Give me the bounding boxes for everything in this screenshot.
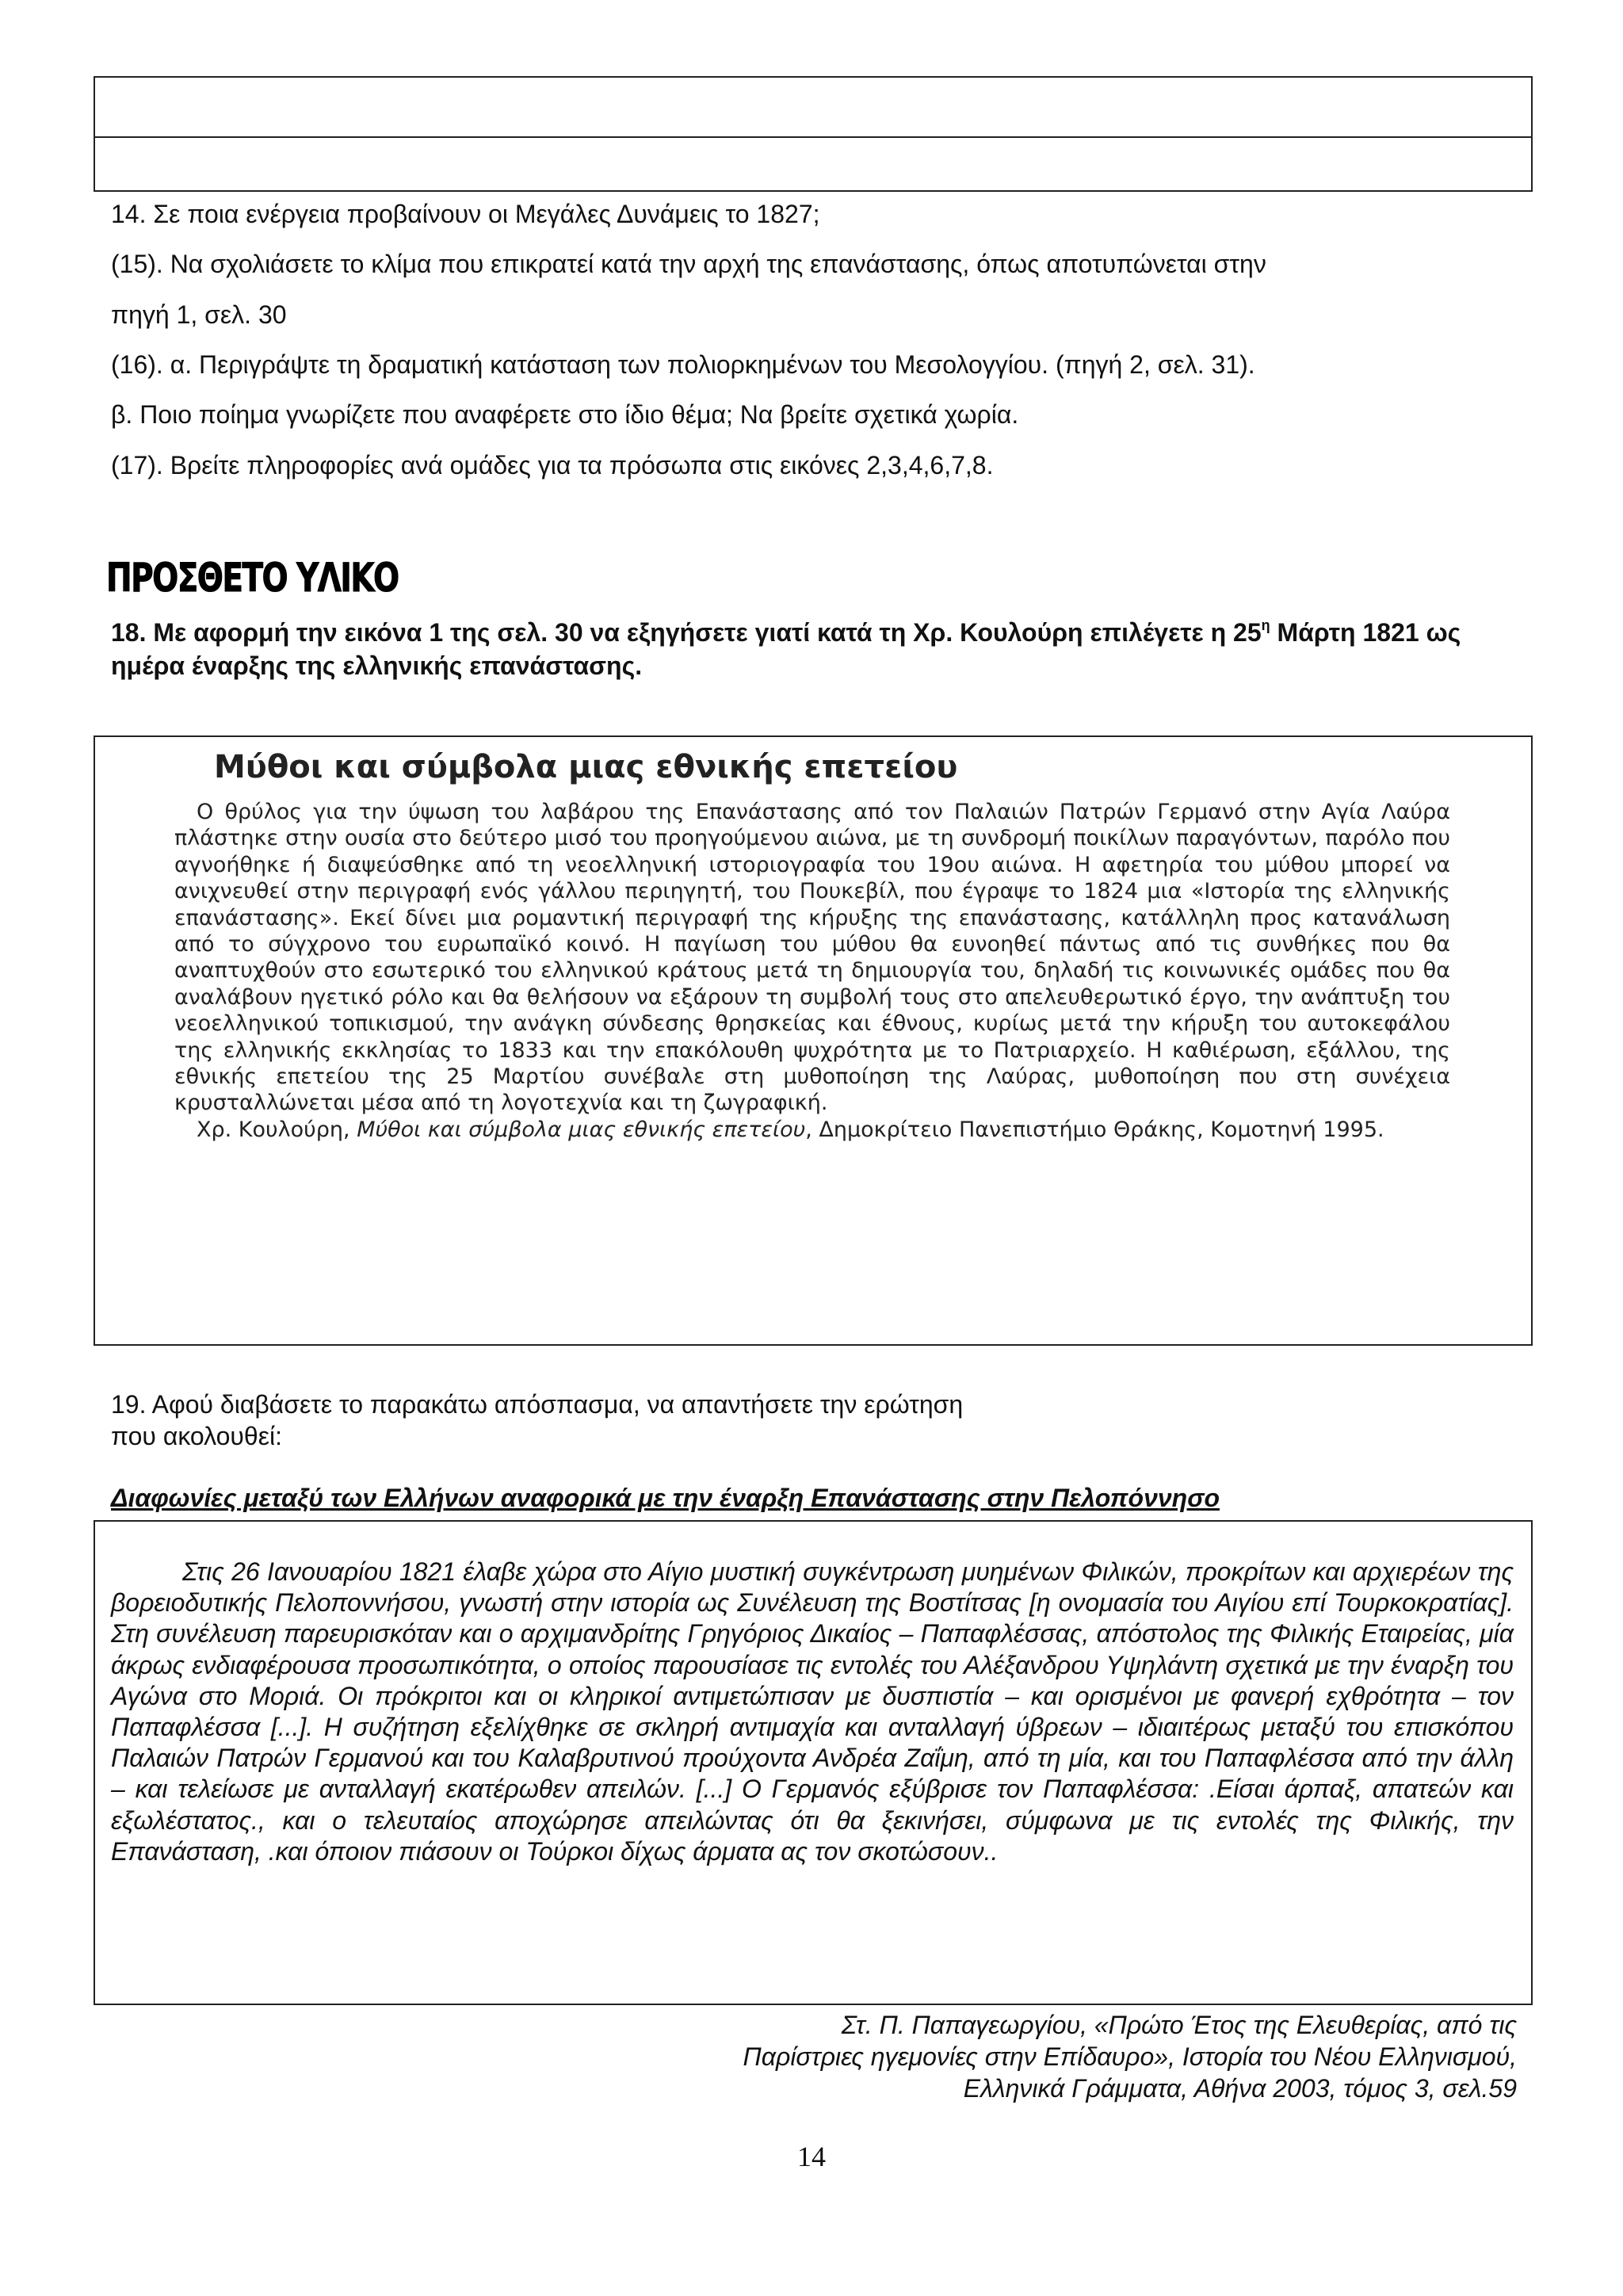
question-18 bbox=[111, 616, 1529, 682]
citation-title: Μύθοι και σύμβολα μιας εθνικής επετείου bbox=[357, 1117, 806, 1142]
excerpt-text bbox=[111, 1557, 1514, 1867]
page-number: 14 bbox=[797, 2141, 826, 2172]
scanned-excerpt-body: Ο θρύλος για την ύψωση του λαβάρου της Επανάστασης από τον Παλαιών Πατρών Γερμανό στην Αγία Λαύρα πλάστηκε στην ουσία στο δεύτερο μισό του προηγούμενου αιώνα, με τη συνδρομή ποικίλων παραγόντων, παρόλο που αγνοήθηκε ή διαψεύσθηκε από τη νεοελληνική ιστοριογραφία του 19ου αιώνα. Η αφετηρία του μύθου μπορεί να ανιχνευθεί στην περιγραφή ενός γάλλου περιηγητή, του Πουκεβίλ, που έγραψε το 1824 μια «Ιστορία της ελληνικής επανάστασης». Εκεί δίνει μια ρομαντική περιγραφή της κήρυξης της επανάστασης, κατάλληλη προς κατανάλωση από το σύγχρονο του ευρωπαϊκό κοινό. Η παγίωση του μύθου θα ευνοηθεί πάντως από τις συνθήκες που θα αναπτυχθούν στο εσωτερικό του ελληνικού κράτους μετά τη δημιουργία του, δηλαδή τις κοινωνικές ομάδες που θα αναλάβουν ηγετικό ρόλο και θα θελήσουν να εξάρουν τη συμβολή τους στο απελευθερωτικό έργο, την ανάπτυξη του νεοελληνικού τοπικισμού, την ανάγκη σύνδεσης θρησκείας και έθνους, κυρίως μετά την κήρυξη του αυτοκεφάλου της ελληνικής εκκλησίας το 1833 και την επακόλουθη ψυχρότητα με το Πατριαρχείο. Η καθιέρωση, εξάλλου, της εθνικής επετείου της 25 Μαρτίου συνέβαλε στη μυθοποίηση της Λαύρας, μυθοποίηση που στη συνέχεια κρυσταλλώνεται μέσα από τη λογοτεχνία και τη ζωγραφική. bbox=[174, 800, 1450, 1116]
scanned-excerpt-text bbox=[174, 799, 1450, 1143]
excerpt-source bbox=[487, 2009, 1517, 2104]
citation-author: Χρ. Κουλούρη, bbox=[197, 1117, 357, 1142]
question-16b: β. Ποιο ποίημα γνωρίζετε που αναφέρετε στο ίδιο θέμα; Να βρείτε σχετικά χωρία. bbox=[111, 400, 1019, 429]
scanned-excerpt-title: Μύθοι και σύμβολα μιας εθνικής επετείου bbox=[214, 749, 958, 785]
question-17: (17). Βρείτε πληροφορίες ανά ομάδες για τα πρόσωπα στις εικόνες 2,3,4,6,7,8. bbox=[111, 451, 994, 479]
question-19-line1: 19. Αφού διαβάσετε το παρακάτω απόσπασμα, να απαντήσετε την ερώτηση bbox=[111, 1390, 964, 1419]
question-19 bbox=[111, 1389, 963, 1452]
question-16a: (16). α. Περιγράψτε τη δραματική κατάσταση των πολιορκημένων του Μεσολογγίου. (πηγή 2, σελ. 31). bbox=[111, 350, 1255, 379]
excerpt-body: Στις 26 Ιανουαρίου 1821 έλαβε χώρα στο Αίγιο μυστική συγκέντρωση μυημένων Φιλικών, προκρίτων και αρχιερέων της βορειοδυτικής Πελοποννήσου, γνωστή στην ιστορία ως Συνέλευση της Βοστίτσας [η ονομασία του Αιγίου επί Τουρκοκρατίας]. Στη συνέλευση παρευρισκόταν και ο αρχιμανδρίτης Γρηγόριος Δικαίος – Παπαφλέσσας, απόστολος της Φιλικής Εταιρείας, μία άκρως ενδιαφέρουσα προσωπικότητα, ο οποίος παρουσίασε τις εντολές του Αλέξανδρου Υψηλάντη σχετικά με την έναρξη του Αγώνα στο Μοριά. Οι πρόκριτοι και οι κληρικοί αντιμετώπισαν με δυσπιστία – και ορισμένοι με φανερή εχθρότητα – τον Παπαφλέσσα [...]. Η συζήτηση εξελίχθηκε σε σκληρή αντιμαχία και ανταλλαγή ύβρεων – ιδιαιτέρως μεταξύ του επισκόπου Παλαιών Πατρών Γερμανού και του Καλαβρυτινού προύχοντα Ανδρέα Ζαΐμη, από τη μία, και του Παπαφλέσσα από την άλλη – και τελείωσε με ανταλλαγή εκατέρωθεν απειλών. [...] Ο Γερμανός εξύβρισε τον Παπαφλέσσα: .Είσαι άρπαξ, απατεών και εξωλέστατος., και ο τελευταίος αποχώρησε απειλώντας ότι θα ξεκινήσει, σύμφωνα με τις εντολές της Φιλικής, την Επανάσταση, .και όποιον πιάσουν οι Τούρκοι δίχως άρματα ας τον σκοτώσουν.. bbox=[111, 1557, 1514, 1866]
question-18-text-end: Μάρτη 1821 ως ημέρα έναρξης της ελληνικής επανάστασης. bbox=[111, 618, 1461, 680]
question-18-sup: η bbox=[1261, 617, 1270, 633]
section-heading: ΠΡΟΣΘΕΤΟ ΥΛΙΚΟ bbox=[106, 555, 399, 601]
source-line2: Παρίστριες ηγεμονίες στην Επίδαυρο», Ιστορία του Νέου Ελληνισμού, bbox=[743, 2042, 1517, 2071]
empty-answer-table bbox=[94, 76, 1533, 192]
source-line3: Ελληνικά Γράμματα, Αθήνα 2003, τόμος 3, σελ.59 bbox=[963, 2074, 1517, 2103]
question-19-line2: που ακολουθεί: bbox=[111, 1422, 282, 1450]
scanned-excerpt-citation bbox=[174, 1117, 1450, 1143]
question-15-line1: (15). Να σχολιάσετε το κλίμα που επικρατεί κατά την αρχή της επανάστασης, όπως αποτυπώνεται στην bbox=[111, 250, 1266, 278]
question-15-line2: πηγή 1, σελ. 30 bbox=[111, 300, 287, 329]
excerpt-title: Διαφωνίες μεταξύ των Ελλήνων αναφορικά με την έναρξη Επανάστασης στην Πελοπόννησο bbox=[111, 1484, 1220, 1512]
question-14: 14. Σε ποια ενέργεια προβαίνουν οι Μεγάλες Δυνάμεις το 1827; bbox=[111, 200, 820, 228]
table-divider bbox=[95, 136, 1531, 138]
citation-publisher: , Δημοκρίτειο Πανεπιστήμιο Θράκης, Κομοτηνή 1995. bbox=[805, 1117, 1384, 1142]
question-18-text: 18. Με αφορμή την εικόνα 1 της σελ. 30 να εξηγήσετε γιατί κατά τη Χρ. Κουλούρη επιλέγετε η 25 bbox=[111, 618, 1262, 647]
source-line1: Στ. Π. Παπαγεωργίου, «Πρώτο Έτος της Ελευθερίας, από τις bbox=[841, 2011, 1517, 2039]
